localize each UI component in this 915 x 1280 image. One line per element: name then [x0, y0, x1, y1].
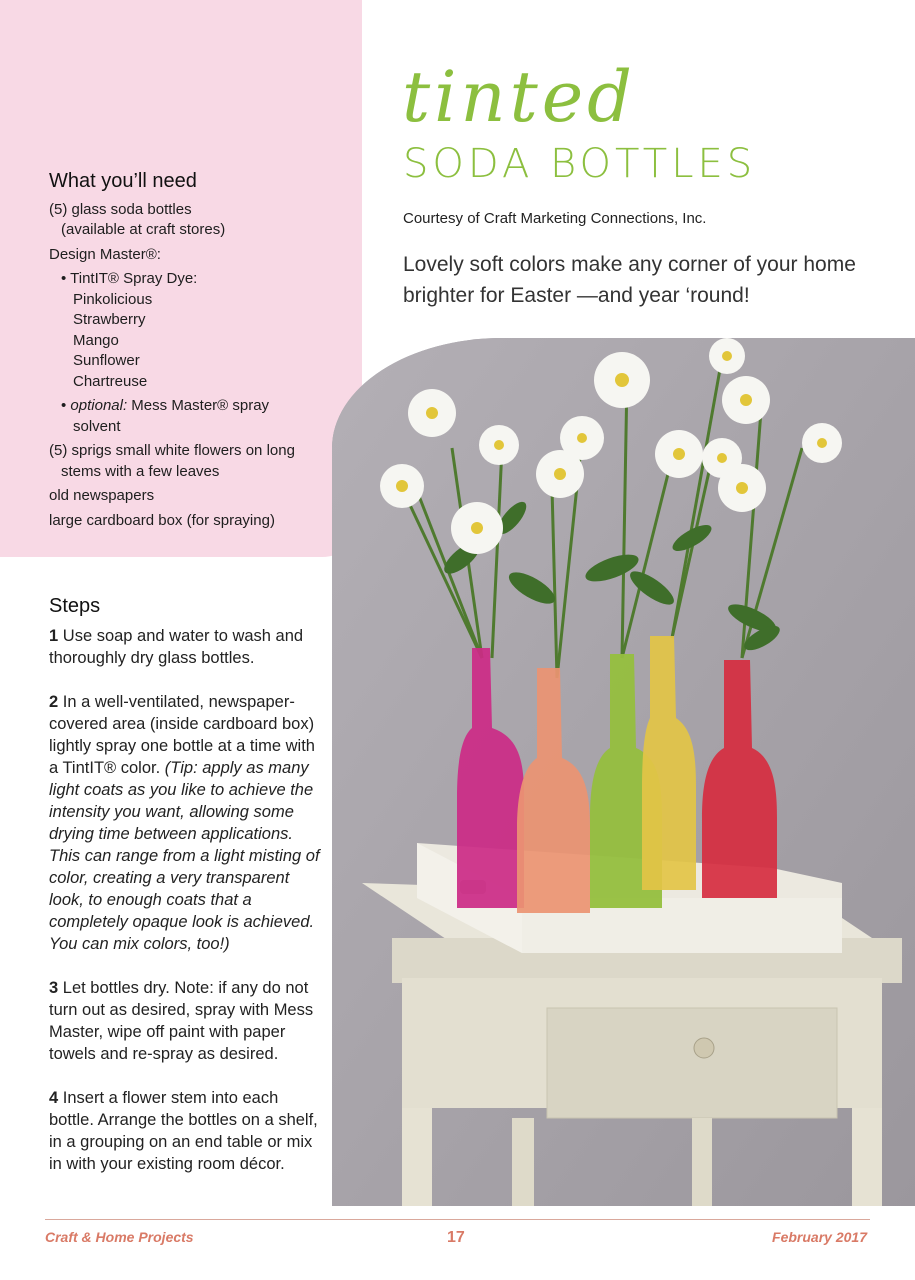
- supply-text: (available at craft stores): [61, 221, 226, 238]
- supply-text: • TintIT® Spray Dye:: [61, 270, 198, 287]
- color-option: Strawberry: [73, 311, 146, 328]
- optional-label: optional:: [70, 397, 128, 414]
- supply-text: (5) glass soda bottles: [49, 200, 192, 218]
- supplies-heading: What you’ll need: [49, 170, 197, 192]
- page-number: 17: [447, 1229, 465, 1246]
- color-option: Chartreuse: [73, 372, 148, 390]
- color-option: Sunflower: [73, 352, 140, 369]
- title-script: tinted: [402, 56, 636, 138]
- intro-text: Lovely soft colors make any corner of your home brighter for Easter —and year ‘round!: [403, 253, 856, 307]
- supply-item: [49, 396, 349, 437]
- title-caps: SODA BOTTLES: [403, 141, 757, 187]
- step-number: 2: [49, 693, 59, 711]
- supply-text: solvent: [73, 417, 121, 435]
- step-4: [49, 1087, 327, 1175]
- supply-item: Design Master®:: [49, 245, 161, 263]
- step-2: [49, 691, 327, 955]
- supply-text: stems with a few leaves: [61, 462, 220, 480]
- step-1: [49, 625, 327, 669]
- supply-text: (5) sprigs small white flowers on long: [49, 442, 295, 459]
- step-text: Use soap and water to wash and thoroughly dry glass bottles.: [49, 627, 304, 667]
- step-text: Insert a flower stem into each bottle. Arrange the bottles on a shelf, in a grouping on an end table or mix in with your existing room décor.: [49, 1089, 318, 1173]
- steps-section: [49, 595, 327, 1197]
- optional-text: Mess Master® spray: [127, 397, 270, 414]
- step-number: 3: [49, 979, 59, 997]
- supply-item: [49, 269, 349, 392]
- step-number: 1: [49, 627, 59, 645]
- step-text: In a well-ventilated, newspaper-covered area (inside cardboard box) lightly spray one bottle at a time with a TintIT® color.: [49, 693, 315, 777]
- supply-item: large cardboard box (for spraying): [49, 511, 275, 529]
- supply-item: [49, 441, 349, 482]
- color-option: Mango: [73, 331, 119, 349]
- steps-heading: Steps: [49, 595, 101, 617]
- color-option: Pinkolicious: [73, 290, 153, 308]
- step-3: [49, 977, 327, 1065]
- step-text: Let bottles dry. Note: if any do not turn out as desired, spray with Mess Master, wipe off paint with paper towels and re-spray as desired.: [49, 979, 314, 1063]
- courtesy-line: Courtesy of Craft Marketing Connections, Inc.: [403, 210, 707, 227]
- supply-item: old newspapers: [49, 487, 155, 504]
- step-number: 4: [49, 1089, 59, 1107]
- bottles-photo: [332, 338, 915, 1206]
- supply-text: • optional: Mess Master® spray: [61, 397, 270, 414]
- supplies-list: [49, 171, 349, 535]
- footer-date: February 2017: [772, 1229, 867, 1245]
- step-tip: (Tip: apply as many light coats as you like to achieve the intensity you want, allowing some drying time between applications. This can range from a light misting of color, creating a very transparent look, to enough coats that a completely opaque look is achieved. You can mix colors, too!): [49, 759, 320, 953]
- footer-publication: Craft & Home Projects: [45, 1229, 194, 1245]
- supply-item: [49, 200, 349, 241]
- footer-divider: [45, 1219, 870, 1220]
